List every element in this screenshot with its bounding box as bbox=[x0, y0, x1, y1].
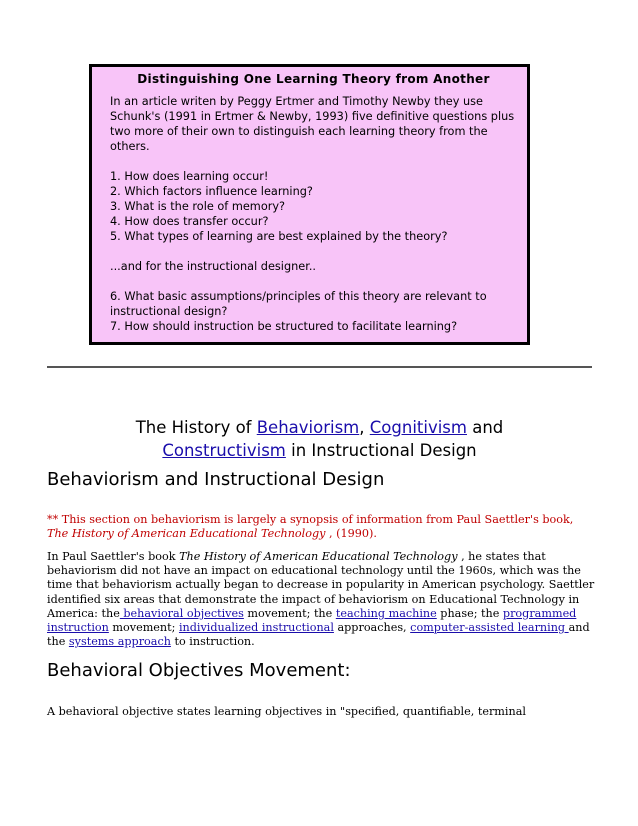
individualized-instructional-link[interactable]: individualized instructional bbox=[178, 621, 334, 635]
infobox-question: 4. How does transfer occur? bbox=[110, 215, 269, 228]
behaviorism-link[interactable]: Behaviorism bbox=[256, 418, 360, 437]
behaviorism-paragraph: In Paul Saettler's book The History of American Educational Technology , he states that behaviorism did not have an impact on educational technology until the 1960s, which was the time that behaviorism actually began to decrease in popularity in American psychology. Saettler identified six areas that demonstrate the impact of behaviorism on Educational Technology in America: the behavioral objectives movement; the teaching machine phase; the programmed instruction movement; individualized instructional approaches, computer-assisted learning and the systems approach to instruction. bbox=[47, 550, 595, 649]
infobox-title: Distinguishing One Learning Theory from Another bbox=[137, 72, 490, 86]
infobox-designer-question: 7. How should instruction be structured to facilitate learning? bbox=[110, 320, 458, 333]
infobox-question: 5. What types of learning are best explained by the theory? bbox=[110, 230, 448, 243]
cognitivism-link[interactable]: Cognitivism bbox=[369, 418, 467, 437]
computer-assisted-learning-link[interactable]: computer-assisted learning bbox=[410, 621, 569, 635]
infobox-designer-intro: ...and for the instructional designer.. bbox=[110, 260, 317, 273]
synopsis-note: ** This section on behaviorism is largely a synopsis of information from Paul Saettler's book, The History of American Educational Technology , (1990). bbox=[47, 513, 574, 541]
systems-approach-link[interactable]: systems approach bbox=[68, 635, 171, 649]
section-heading-objectives: Behavioral Objectives Movement: bbox=[47, 660, 351, 681]
infobox-question: 2. Which factors influence learning? bbox=[110, 185, 313, 198]
section-heading-behaviorism: Behaviorism and Instructional Design bbox=[47, 469, 385, 490]
teaching-machine-link[interactable]: teaching machine bbox=[335, 606, 437, 620]
constructivism-link[interactable]: Constructivism bbox=[162, 441, 286, 460]
programmed-instruction-link[interactable]: programmed instruction bbox=[47, 606, 577, 635]
infobox-question: 3. What is the role of memory? bbox=[110, 200, 286, 213]
infobox-intro-line: In an article writen by Peggy Ertmer and Timothy Newby they use bbox=[110, 95, 483, 108]
learning-theory-infobox bbox=[89, 64, 530, 345]
page-title: The History of Behaviorism, Cognitivism and Constructivism in Instructional Design bbox=[135, 418, 504, 460]
infobox-designer-question: instructional design? bbox=[110, 305, 228, 318]
infobox-question: 1. How does learning occur! bbox=[110, 170, 269, 183]
horizontal-divider bbox=[47, 366, 592, 368]
objectives-paragraph: A behavioral objective states learning objectives in "specified, quantifiable, terminal bbox=[47, 705, 526, 718]
behavioral-objectives-link[interactable]: behavioral objectives bbox=[119, 606, 244, 620]
infobox-intro-line: Schunk's (1991 in Ertmer & Newby, 1993) five definitive questions plus bbox=[110, 110, 515, 123]
infobox-designer-question: 6. What basic assumptions/principles of this theory are relevant to bbox=[110, 290, 487, 303]
infobox-intro-line: two more of their own to distinguish each learning theory from the others. bbox=[110, 125, 488, 153]
